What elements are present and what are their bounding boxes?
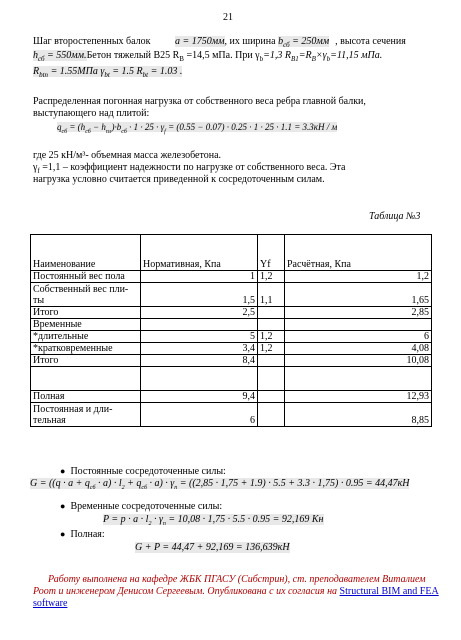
table-cell-name: *длительные	[31, 331, 141, 343]
table-cell-name: Итого	[31, 307, 141, 319]
table-row	[31, 331, 432, 343]
table-row	[31, 319, 432, 331]
table-row	[31, 355, 432, 367]
formula: $b_{сб} = 250мм$	[278, 36, 330, 49]
footer-line1: Работу выполнена на кафедре ЖБК ПГАСУ (Сибстрин), ст. преподавателем Виталием	[48, 574, 426, 585]
table-cell-norm: 3,4	[141, 343, 258, 355]
text: , высота сечения	[335, 36, 406, 47]
formula-total: G + P = 44,47 + 92,169 = 136,639кН	[135, 542, 290, 553]
table-row	[31, 307, 432, 319]
table-header-row	[31, 235, 432, 271]
table-cell-calc: 1,2	[285, 271, 432, 283]
table-cell-name: Постоянный вес пола	[31, 271, 141, 283]
formula-G: $G = ((q \cdot a + q_{сб} \cdot a) \cdot l_2 + q_{сб} \cdot a) \cdot \gamma_n = ((2,85 \cdot 1,75 + 1.9) \cdot 5.5 + 3.3 \cdot 1,75) \cdot 0.95 = 44,47кН$	[30, 478, 410, 491]
table-cell-yf: 1,1	[258, 283, 285, 307]
bullet-icon: ●	[60, 501, 66, 511]
table-cell-name: Итого	[31, 355, 141, 367]
table-row	[31, 271, 432, 283]
formula-P: $P = p \cdot a \cdot l_2 \cdot \gamma_n = 10,08 \cdot 1,75 \cdot 5.5 \cdot 0.95 = 92,169$ Кн	[103, 514, 324, 527]
para3-line3: нагрузка условно считается приведенной к сосредоточенным силам.	[33, 174, 325, 185]
table-cell-norm: 1	[141, 271, 258, 283]
text: Шаг второстепенных балок	[33, 36, 151, 47]
page-number: 21	[223, 12, 233, 23]
table-cell-norm: 5	[141, 331, 258, 343]
bullet-total: ● Полная:	[60, 529, 105, 540]
table-cell-calc: 8,85	[285, 403, 432, 427]
footer-line2: Роот и инженером Денисом Сергеевым. Опубликована с их согласия на Structural BIM and FEA	[33, 586, 439, 597]
bullet-icon: ●	[60, 466, 66, 476]
table-cell-norm: 2,5	[141, 307, 258, 319]
table-cell-calc: 12,93	[285, 391, 432, 403]
table-cell-yf	[258, 307, 285, 319]
header-cell: Расчётная, Кпа	[285, 235, 432, 271]
table-cell-yf: 1,2	[258, 271, 285, 283]
loads-table	[30, 234, 432, 427]
table-cell-name	[31, 367, 141, 391]
table-caption: Таблица №3	[369, 211, 421, 222]
table-row	[31, 391, 432, 403]
table-cell-name: *кратковременные	[31, 343, 141, 355]
table-cell-norm: 1,5	[141, 283, 258, 307]
formula: a = 1750мм	[175, 36, 225, 47]
para1-line3	[33, 66, 182, 81]
table-cell-yf	[258, 391, 285, 403]
table-cell-yf	[258, 403, 285, 427]
table-cell-yf: 1,2	[258, 331, 285, 343]
header-cell: Наименование	[31, 235, 141, 271]
footer-line3	[33, 598, 67, 610]
table-cell-name: Временные	[31, 319, 141, 331]
header-cell: Нормативная, Кпа	[141, 235, 258, 271]
structural-bim-link[interactable]: Structural BIM and FEA	[339, 586, 439, 597]
table-cell-calc: 10,08	[285, 355, 432, 367]
table-cell-yf	[258, 355, 285, 367]
text: , их ширина	[224, 36, 276, 47]
table-cell-norm: 6	[141, 403, 258, 427]
header-cell: Yf	[258, 235, 285, 271]
table-cell-yf	[258, 319, 285, 331]
bullet-permanent-forces: ● Постоянные сосредоточенные силы:	[60, 466, 226, 477]
formula: $h_{сб} = 550мм$.	[33, 50, 87, 63]
table-cell-norm	[141, 319, 258, 331]
formula: $R_{btn} = 1.55МПа$ $\gamma_{bt} = 1.5$ $R_{bt} = 1.03$ .	[33, 66, 183, 79]
table-row	[31, 403, 432, 427]
table-cell-calc	[285, 319, 432, 331]
para2-line1: Распределенная погонная нагрузка от собственного веса ребра главной балки,	[33, 96, 366, 107]
table-cell-norm: 8,4	[141, 355, 258, 367]
software-link[interactable]: software	[33, 598, 68, 609]
table-cell-calc: 6	[285, 331, 432, 343]
table-cell-yf	[258, 367, 285, 391]
table-cell-name: Постоянная и дли- тельная	[31, 403, 141, 427]
para1-line2: $h_{сб}$ = 550мм.Бетон тяжелый В25 $R_В =14,5$ мПа. При $\gamma_b=1,3$ $R_{B1}=R_B\times\gamma_b=11,15$ мПа.	[33, 50, 383, 63]
para2-line2: выступающего над плитой:	[33, 108, 150, 119]
bullet-temporary-forces: ● Временные сосредоточенные силы:	[60, 501, 223, 512]
table-cell-calc	[285, 367, 432, 391]
para3-line1: где 25 кН/м³- объемная масса железобетона.	[33, 150, 222, 161]
table-row	[31, 367, 432, 391]
table-cell-norm: 9,4	[141, 391, 258, 403]
table-cell-calc: 2,85	[285, 307, 432, 319]
para1-line1	[33, 36, 406, 51]
table-cell-name: Полная	[31, 391, 141, 403]
table-row	[31, 343, 432, 355]
table-cell-calc: 1,65	[285, 283, 432, 307]
table-row	[31, 283, 432, 307]
table-cell-calc: 4,08	[285, 343, 432, 355]
para3-line2: $\gamma_f =1,1$ – коэффициент надежности по нагрузке от собственного веса. Эта	[33, 162, 346, 175]
weight-formula: $q_{сб} = (h_{сб} - h_{пл})\cdot b_{сб} \cdot 1 \cdot 25 \cdot \gamma_f = (0.55 - 0.07) \cdot 0.25 \cdot 1 \cdot 25 \cdot 1.1 = 3.3кН / м$	[57, 122, 338, 135]
table-cell-yf: 1,2	[258, 343, 285, 355]
table-cell-name: Собственный вес пли- ты	[31, 283, 141, 307]
table-cell-norm	[141, 367, 258, 391]
bullet-icon: ●	[60, 529, 66, 539]
